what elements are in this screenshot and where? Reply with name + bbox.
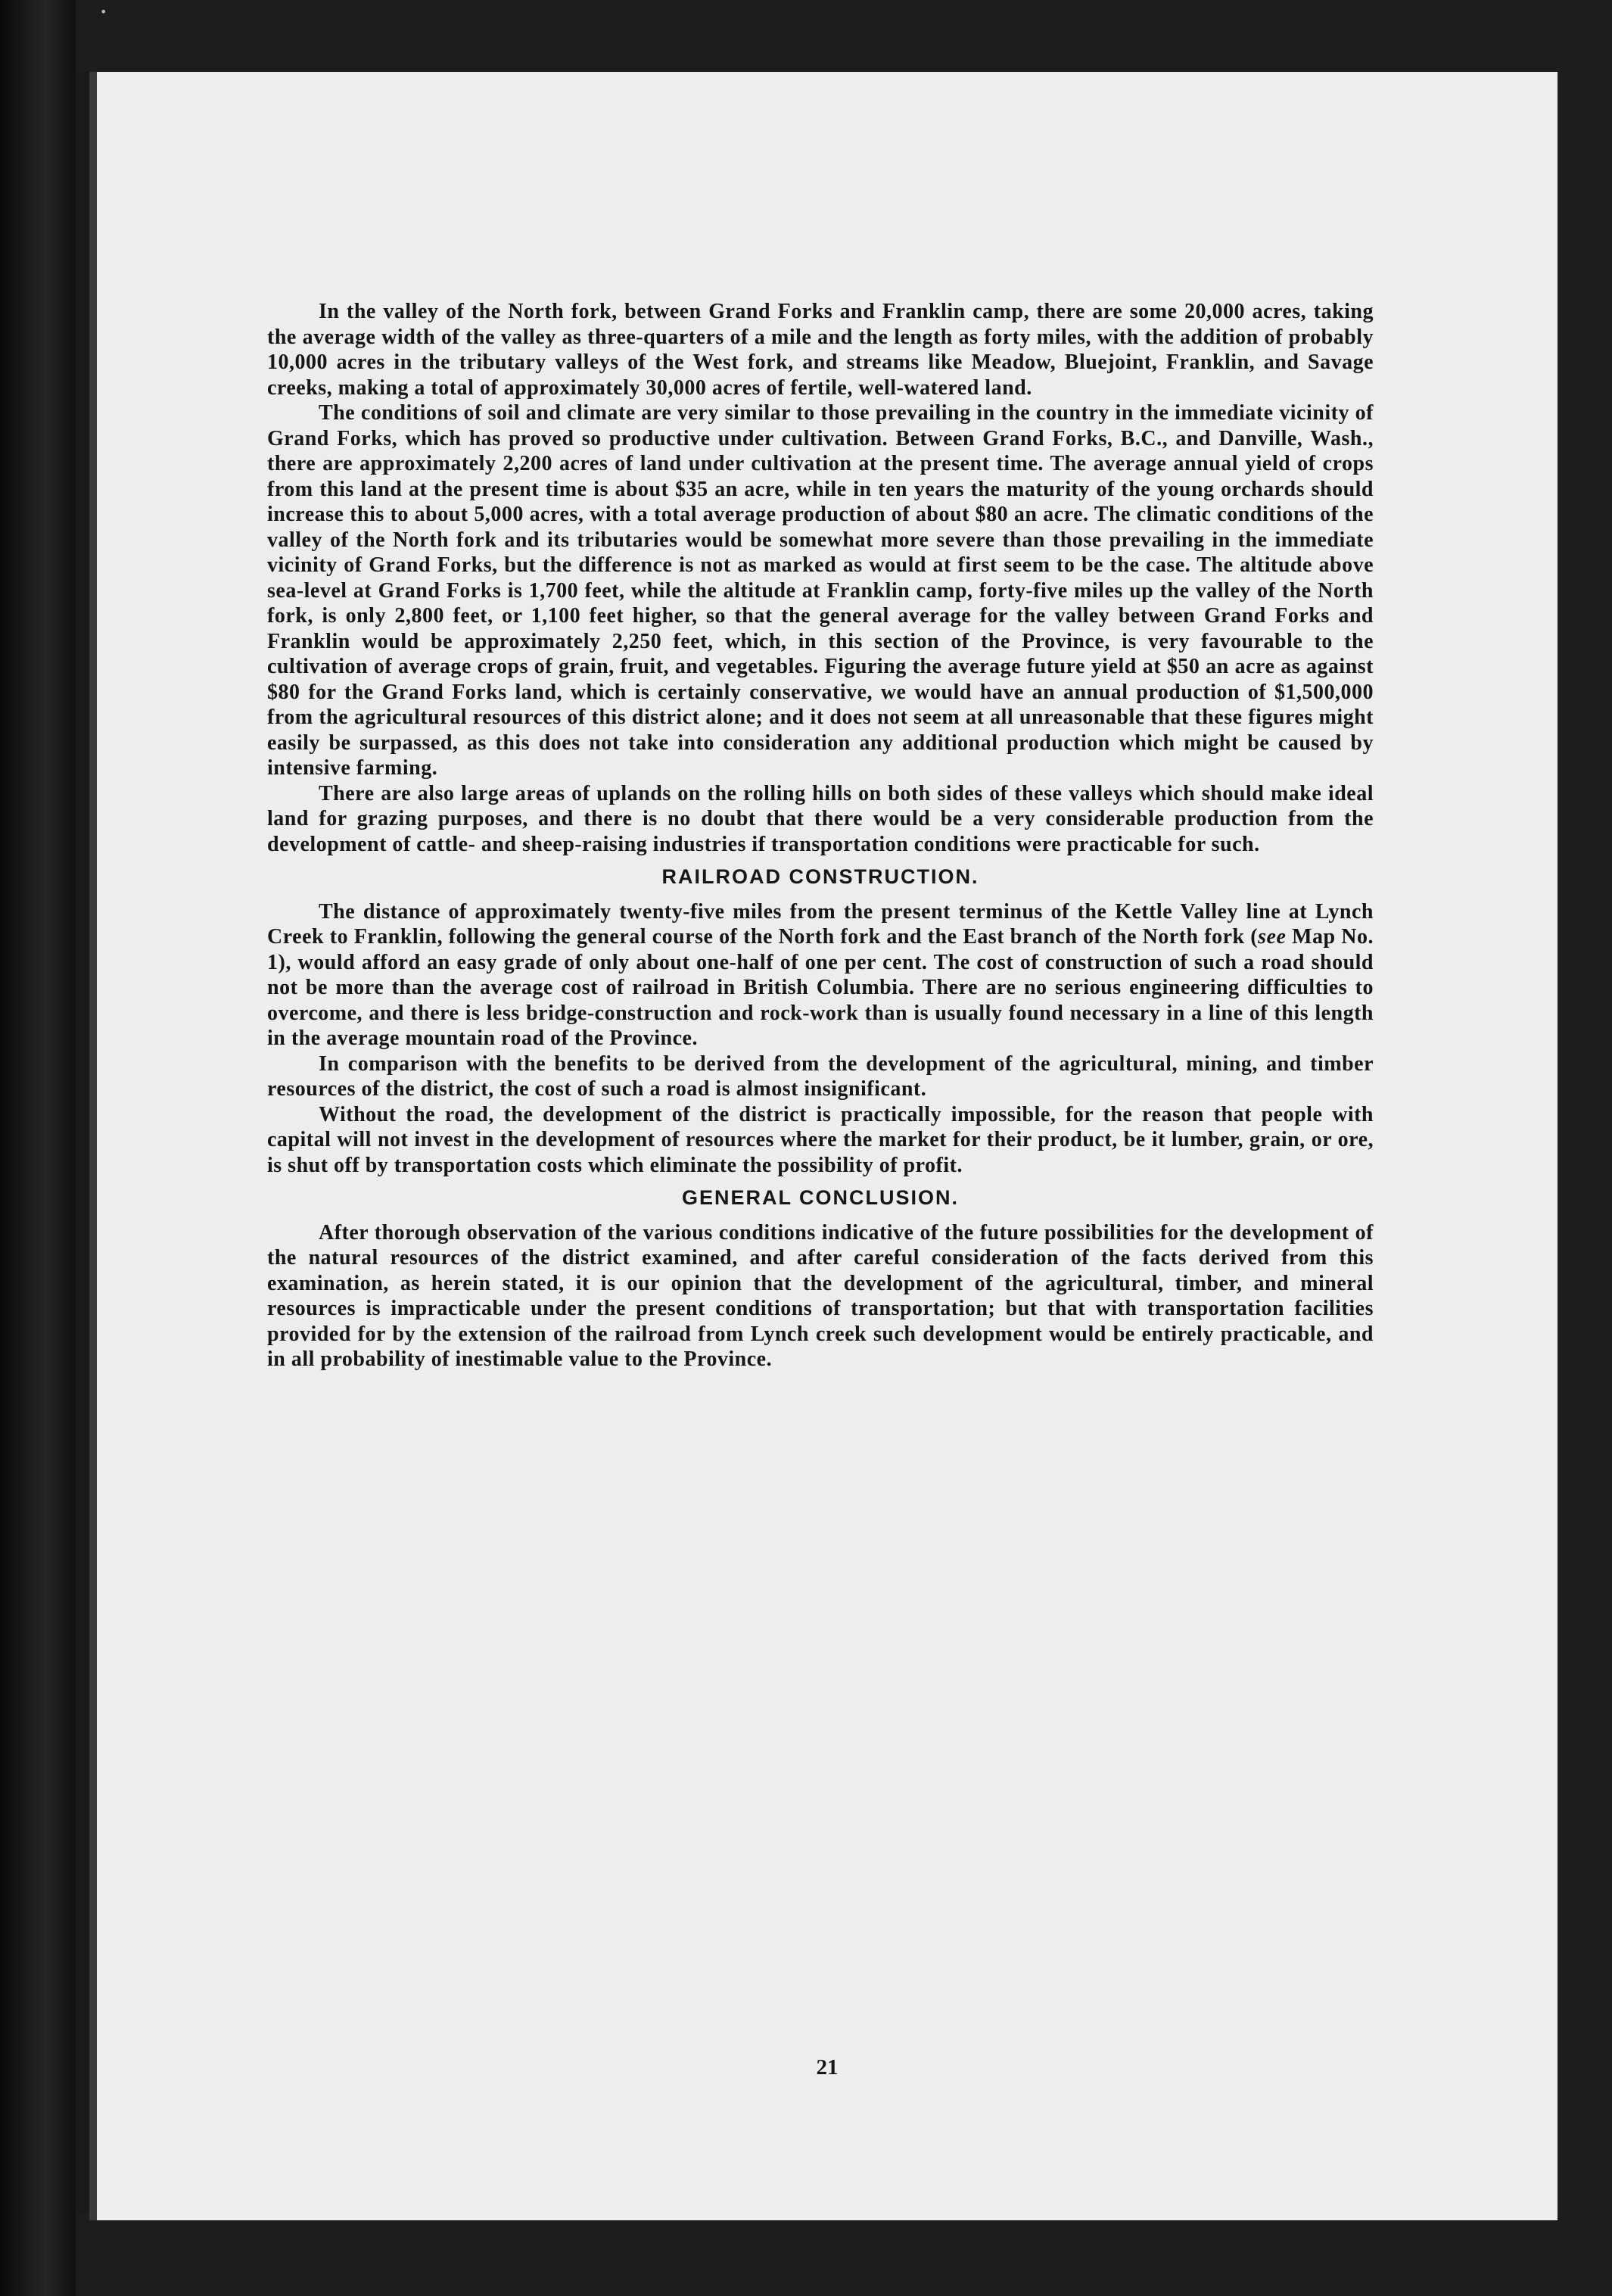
paragraph-uplands-grazing: There are also large areas of uplands on the rolling hills on both sides of these valleys which should make ideal land for grazing purposes, and there is no doubt that there would be a very considerable production from the development of cattle- and sheep-raising industries if transportation conditions were practicable for such. <box>267 781 1374 856</box>
paragraph-north-fork-acreage: In the valley of the North fork, between Grand Forks and Franklin camp, there are some 20,000 acres, taking the average width of the valley as three-quarters of a mile and the length as forty miles, with the addition of probably 10,000 acres in the tributary valleys of the West fork, and streams like Meadow, Bluejoint, Franklin, and Savage creeks, making a total of approximately 30,000 acres of fertile, well-watered land. <box>267 300 1374 400</box>
corner-mark: • <box>100 5 107 19</box>
paragraph-soil-and-climate: The conditions of soil and climate are very similar to those prevailing in the country in the immediate vicinity of Grand Forks, which has proved so productive under cultivation. Between Grand Forks, B.C., and Danville, Wash., there are approximately 2,200 acres of land under cultivation at the present time. The average annual yield of crops from this land at the present time is about $35 an acre, while in ten years the maturity of the young orchards should increase this to about 5,000 acres, with a total average production of about $80 an acre. The climatic conditions of the valley of the North fork and its tributaries would be somewhat more severe than those prevailing in the immediate vicinity of Grand Forks, but the difference is not as marked as would at first seem to be the case. The altitude above sea-level at Grand Forks is 1,700 feet, while the altitude at Franklin camp, forty-five miles up the valley of the North fork, is only 2,800 feet, or 1,100 feet higher, so that the general average for the valley between Grand Forks and Franklin would be approximately 2,250 feet, which, in this section of the Province, is very favourable to the cultivation of average crops of grain, fruit, and vegetables. Figuring the average future yield at $50 an acre as against $80 for the Grand Forks land, which is certainly conservative, we would have an annual production of $1,500,000 from the agricultural resources of this district alone; and it does not seem at all unreasonable that these figures might easily be surpassed, as this does not take into consideration any additional production which might be caused by intensive farming. <box>267 401 1374 780</box>
railroad-text-italic-see: see <box>1258 925 1287 949</box>
railroad-text-part2: Map No. 1), would afford an easy grade of only about one-half of one per cent. The cost of construction of such a road should not be more than the average cost of railroad in British Columbia. There are no serious engineering difficulties to overcome, and there is less bridge-construction and rock-work than is usually found necessary in a line of this length in the average mountain road of the Province. <box>267 925 1374 1050</box>
paragraph-railroad-benefits: In comparison with the benefits to be derived from the development of the agricultural, mining, and timber resources of the district, the cost of such a road is almost insignificant. <box>267 1051 1374 1101</box>
book-spine-shadow <box>0 0 76 2296</box>
page-body <box>267 299 1374 1372</box>
paragraph-railroad-necessity: Without the road, the development of the district is practically impossible, for the reason that people with capital will not invest in the development of resources where the market for their product, be it lumber, grain, or ore, is shut off by transportation costs which eliminate the possibility of profit. <box>267 1102 1374 1177</box>
heading-general-conclusion: GENERAL CONCLUSION. <box>681 1186 960 1209</box>
heading-railroad-construction: RAILROAD CONSTRUCTION. <box>661 865 979 888</box>
binding-edge <box>76 72 89 2214</box>
paragraph-railroad-distance <box>267 899 1374 1051</box>
document-page <box>89 72 1558 2220</box>
paragraph-conclusion: After thorough observation of the various conditions indicative of the future possibilities for the development of the natural resources of the district examined, and after careful consideration of the facts derived from this examination, as herein stated, it is our opinion that the development of the agricultural, timber, and mineral resources is impracticable under the present conditions of transportation; but that with transportation facilities provided for by the extension of the railroad from Lynch creek such development would be entirely practicable, and in all probability of inestimable value to the Province. <box>267 1220 1374 1371</box>
page-number: 21 <box>816 2055 839 2079</box>
railroad-text-part1: The distance of approximately twenty-five miles from the present terminus of the Kettle Valley line at Lynch Creek to Franklin, following the general course of the North fork and the East branch of the North fork ( <box>267 899 1374 949</box>
